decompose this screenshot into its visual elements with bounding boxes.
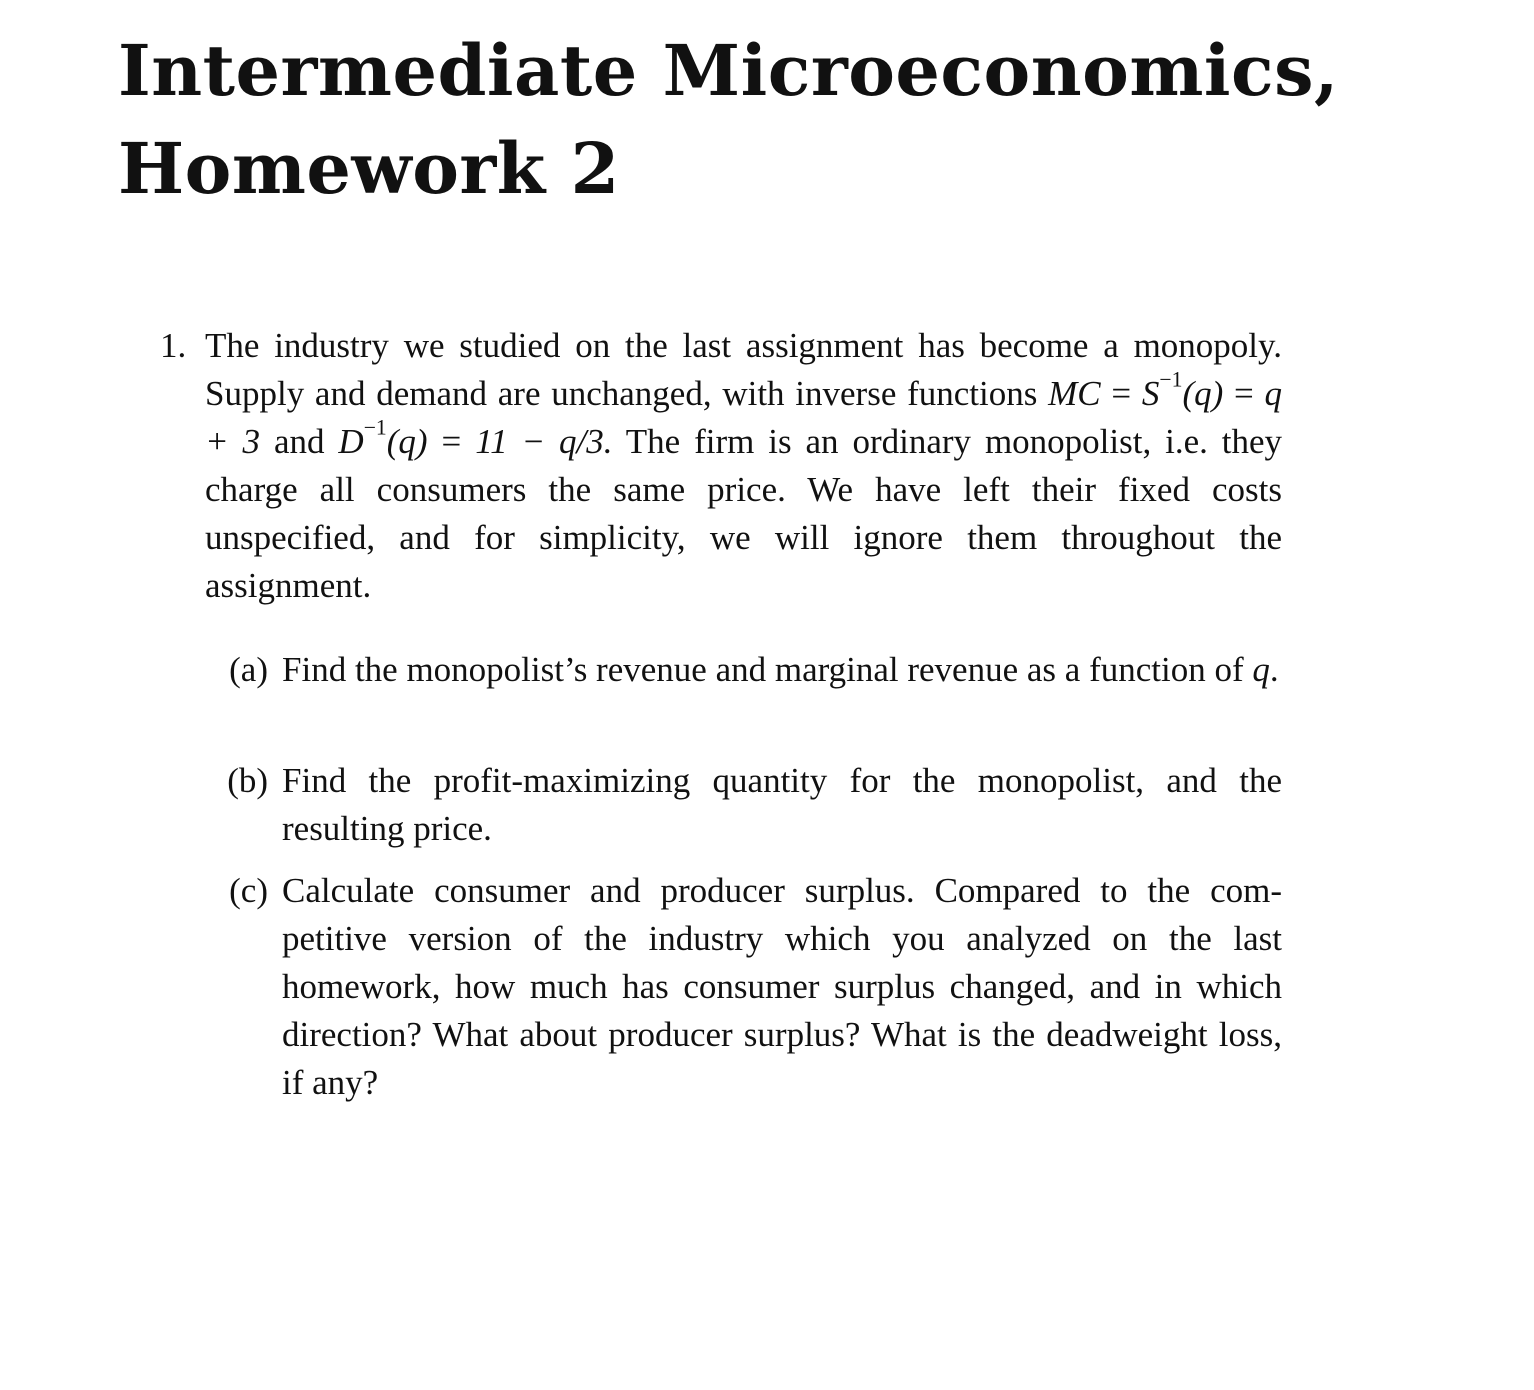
subpart-a-label: (a)	[229, 650, 268, 689]
supply-inverse: S	[1141, 374, 1160, 413]
problem-rest: The firm is an ordinary monopolist, i.e. they charge all consumers the same price. We have left their fixed costs unspecified, and for simplicity, we will ignore them throughout the assignment.	[205, 422, 1283, 605]
conjunction: and	[273, 422, 325, 461]
subpart-b-label: (b)	[227, 761, 268, 800]
subpart-c-label: (c)	[229, 871, 268, 910]
problem-intro: The industry we studied on the last assignment has become a monopoly. Supply and demand are unchanged, with inverse functions	[205, 326, 1282, 413]
demand-argument: (q)	[386, 422, 428, 461]
problem-number: 1.	[160, 326, 187, 365]
equals-sign: =	[1111, 374, 1132, 413]
period: .	[1269, 650, 1279, 689]
title-line-1: Intermediate Microeconomics,	[118, 29, 1339, 112]
problem-statement	[205, 322, 1282, 610]
demand-inverse: D	[338, 422, 364, 461]
subpart-a-body: Find the monopolist’s revenue and marginal revenue as a function of	[282, 650, 1244, 689]
equals-sign: =	[441, 422, 462, 461]
inverse-exponent: −1	[363, 415, 387, 440]
equals-sign: =	[1234, 374, 1254, 413]
title-line-2: Homework 2	[118, 127, 620, 210]
demand-expression: 11 − q/3.	[475, 422, 613, 461]
subpart-b-text: Find the profit-maximizing quantity for the monopolist, and the resulting price.	[282, 761, 1282, 848]
supply-expression: q + 3	[205, 374, 1283, 461]
subpart-c-text: Calculate consumer and producer surplus. Compared to the com-petitive version of the industry which you analyzed on the last homework, how much has consumer surplus changed, and in which direction? What about producer surplus? What is the deadweight loss, if any?	[282, 871, 1282, 1102]
page-title	[118, 22, 1339, 218]
inverse-exponent: −1	[1159, 367, 1183, 392]
supply-argument: (q)	[1182, 374, 1224, 413]
subpart-a-text	[282, 646, 1282, 694]
mc-symbol: MC	[1048, 374, 1101, 413]
variable-q: q	[1252, 650, 1270, 689]
